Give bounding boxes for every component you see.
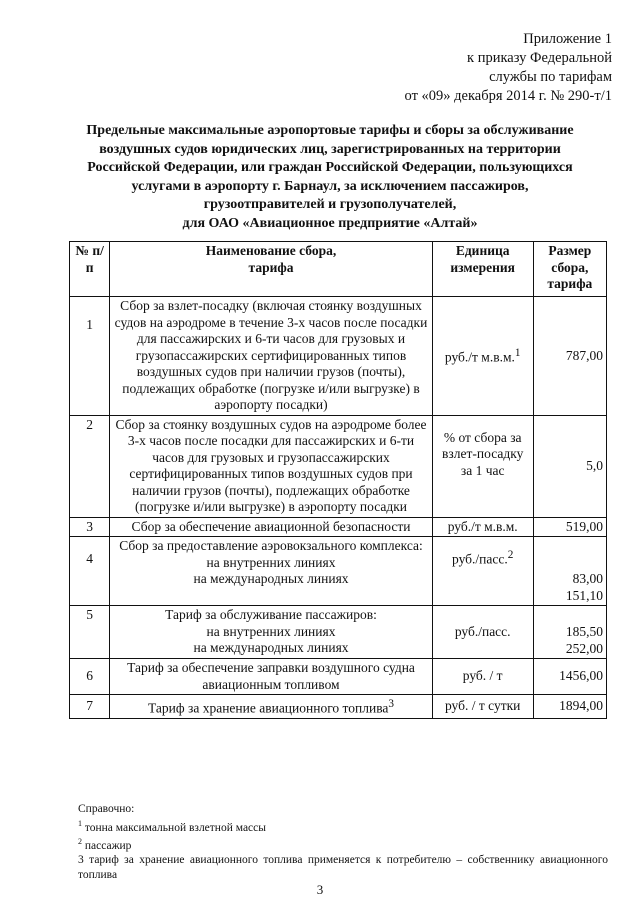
table-row xyxy=(70,297,607,416)
footnote-text: тонна максимальной взлетной массы xyxy=(84,821,266,834)
row-unit-text: руб./т м.в.м. xyxy=(444,349,515,365)
row-value: 5,0 xyxy=(533,415,606,517)
table-row xyxy=(70,537,607,606)
row-unit: руб./пасс. xyxy=(432,606,533,659)
title-line: грузоотправителей и грузополучателей, xyxy=(203,197,457,212)
row-num: 5 xyxy=(70,606,110,659)
footnote-mark: 2 xyxy=(78,836,82,846)
reference-heading: Справочно: xyxy=(78,803,135,815)
row-name-sub: на внутренних линиях xyxy=(206,623,336,639)
footnote-1 xyxy=(78,817,608,835)
header-value-line: Размер xyxy=(548,243,592,258)
row-unit xyxy=(432,297,533,416)
header-unit xyxy=(432,242,533,297)
row-name: Сбор за обеспечение авиационной безопасности xyxy=(110,517,432,537)
table-row xyxy=(70,695,607,719)
row-name-sub: на внутренних линиях xyxy=(206,554,336,570)
table-row xyxy=(70,415,607,517)
row-value: 787,00 xyxy=(533,297,606,416)
appendix-line: Приложение 1 xyxy=(523,31,612,47)
row-value: 1894,00 xyxy=(533,695,606,719)
header-unit-line: измерения xyxy=(450,259,515,275)
footnote-3: 3 тариф за хранение авиационного топлива применяется к потребителю – собственнику авиационного топлива xyxy=(78,854,608,881)
row-value xyxy=(533,606,606,659)
row-unit-text: руб./пасс. xyxy=(452,551,508,567)
tariffs-table xyxy=(69,241,607,719)
row-num: 4 xyxy=(70,537,110,606)
table-row xyxy=(70,659,607,695)
footnote-mark: 2 xyxy=(507,549,514,561)
title-line: услугами в аэропорту г. Барнаул, за исключением пассажиров, xyxy=(131,178,529,194)
header-value xyxy=(533,242,606,297)
footnote-text: пассажир xyxy=(84,839,132,852)
row-value-domestic: 185,50 xyxy=(565,624,603,639)
appendix-line: к приказу Федеральной xyxy=(467,50,612,66)
footnote-mark: 1 xyxy=(78,818,82,828)
row-num: 3 xyxy=(70,517,110,537)
reference-notes xyxy=(78,802,608,882)
title-line: для ОАО «Авиационное предприятие «Алтай» xyxy=(182,215,478,231)
row-value-international: 252,00 xyxy=(565,640,603,656)
title-line: воздушных судов юридических лиц, зарегистрированных на территории xyxy=(99,141,561,157)
row-unit: руб. / т сутки xyxy=(432,695,533,719)
table-header-row xyxy=(70,242,607,297)
row-name-main: Тариф за обслуживание пассажиров: xyxy=(165,607,377,622)
header-value-line: тарифа xyxy=(547,276,593,291)
header-name xyxy=(110,242,432,297)
row-value: 519,00 xyxy=(533,517,606,537)
row-value-domestic: 83,00 xyxy=(572,571,603,586)
header-num: № п/п xyxy=(70,242,110,297)
row-name xyxy=(110,695,432,719)
footnote-mark: 3 xyxy=(388,698,395,710)
header-value-line: сбора, xyxy=(551,259,589,275)
document-title xyxy=(60,122,600,233)
row-num: 1 xyxy=(70,297,110,416)
table-row xyxy=(70,606,607,659)
title-line: Российской Федерации, или граждан Российской Федерации, пользующихся xyxy=(87,160,573,175)
title-line: Предельные максимальные аэропортовые тарифы и сборы за обслуживание xyxy=(86,123,574,138)
table-row xyxy=(70,517,607,537)
row-name-sub: на международных линиях xyxy=(193,640,349,655)
header-name-line: тарифа xyxy=(248,259,294,275)
row-value-international: 151,10 xyxy=(565,587,603,603)
row-name-text: Тариф за хранение авиационного топлива xyxy=(148,700,389,716)
row-num: 6 xyxy=(70,659,110,695)
row-unit: руб. / т xyxy=(432,659,533,695)
page-number: 3 xyxy=(316,882,324,897)
row-unit xyxy=(432,537,533,606)
row-name xyxy=(110,606,432,659)
row-name: Сбор за взлет-посадку (включая стоянку воздушных судов на аэродроме в течение 3-х часов после посадки для пассажирских и 6-ти часов для грузовых и грузопассажирских сертифицированных типов воздушных судов при наличии грузов (почты), подлежащих обработке (погрузке и/или выгрузке) в аэропорту посадки) xyxy=(110,297,432,416)
row-name-sub: на международных линиях xyxy=(193,571,349,586)
row-value: 1456,00 xyxy=(533,659,606,695)
row-name: Тариф за обеспечение заправки воздушного судна авиационным топливом xyxy=(110,659,432,695)
row-unit: руб./т м.в.м. xyxy=(432,517,533,537)
appendix-line: от «09» декабря 2014 г. № 290-т/1 xyxy=(404,88,612,104)
footnote-mark: 1 xyxy=(514,347,521,360)
appendix-header xyxy=(405,30,612,106)
row-unit: % от сбора за взлет-посадку за 1 час xyxy=(432,415,533,517)
footnote-2 xyxy=(78,835,608,853)
row-name xyxy=(110,537,432,606)
row-num: 2 xyxy=(70,415,110,517)
header-unit-line: Единица xyxy=(455,243,510,258)
header-name-line: Наименование сбора, xyxy=(205,243,337,258)
row-name: Сбор за стоянку воздушных судов на аэродроме более 3-х часов после посадки для пассажирских и 6-ти часов для грузовых и грузопассажирских сертифицированных типов воздушных судов при наличии грузов (почты), подлежащих обработке (погрузке и/или выгрузке) в аэропорту посадки xyxy=(110,415,432,517)
appendix-line: службы по тарифам xyxy=(489,69,612,85)
row-value xyxy=(533,537,606,606)
row-name-main: Сбор за предоставление аэровокзального комплекса: xyxy=(119,538,423,553)
row-num: 7 xyxy=(70,695,110,719)
